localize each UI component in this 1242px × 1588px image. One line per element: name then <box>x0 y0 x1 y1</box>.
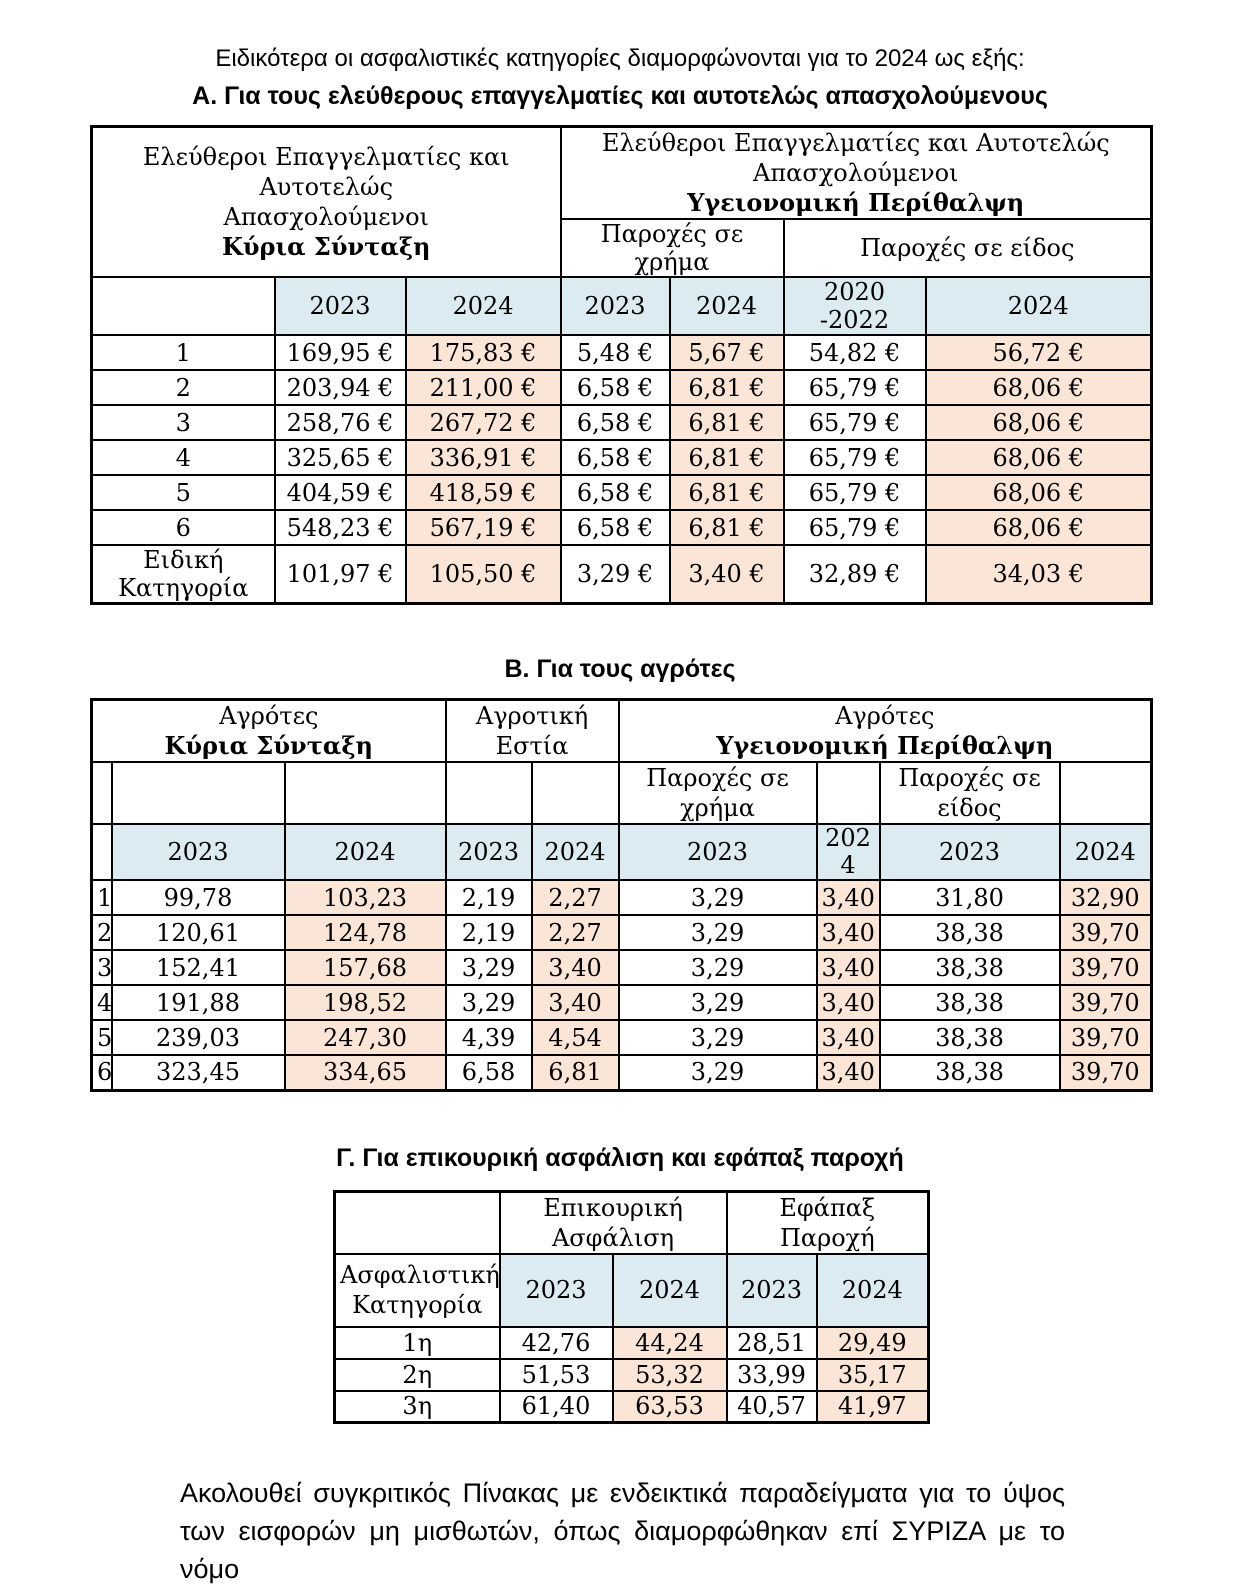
table-c-header-row-1 <box>335 1191 929 1254</box>
empty-cell <box>285 762 446 824</box>
value-2023-cell: 6,58 <box>446 1055 532 1090</box>
category-cell: 3η <box>335 1391 500 1423</box>
table-a-healthcare-header <box>561 127 1152 220</box>
year-header-2023: 2023 <box>275 277 406 335</box>
year-header-2023: 2023 <box>112 824 285 880</box>
value-2023-cell: 3,29 € <box>561 545 670 604</box>
value-2023-cell: 33,99 <box>727 1359 817 1391</box>
table-b-years-row <box>92 824 1152 880</box>
value-2024-cell: 103,23 <box>285 880 446 915</box>
value-2020-2022-cell: 65,79 € <box>784 370 926 405</box>
year-header-2024: 2024 <box>926 277 1152 335</box>
header-line-bold: Υγειονομική Περίθαλψη <box>687 188 1025 217</box>
year-header-2023: 2023 <box>727 1254 817 1327</box>
table-c-row <box>335 1327 929 1359</box>
value-2024-cell: 39,70 <box>1060 1055 1152 1090</box>
value-2024-cell: 68,06 € <box>926 370 1152 405</box>
value-2024-cell: 247,30 <box>285 1020 446 1055</box>
value-2024-cell: 53,32 <box>613 1359 727 1391</box>
value-2023-cell: 152,41 <box>112 950 285 985</box>
table-a-header-row-1 <box>92 127 1152 220</box>
value-2023-cell: 31,80 <box>880 880 1060 915</box>
table-b-header-row-2 <box>92 762 1152 824</box>
category-cell: 3 <box>92 950 112 985</box>
empty-cell <box>92 277 275 335</box>
table-farmers <box>90 698 1153 1092</box>
value-2024-cell: 198,52 <box>285 985 446 1020</box>
value-2024-cell: 68,06 € <box>926 405 1152 440</box>
header-line: Εστία <box>495 732 569 760</box>
header-line: Αγρότες <box>835 702 935 730</box>
value-2023-cell: 38,38 <box>880 915 1060 950</box>
value-2023-cell: 38,38 <box>880 950 1060 985</box>
table-b-benefits-cash-header <box>619 762 817 824</box>
value-2024-cell: 3,40 <box>817 950 880 985</box>
value-2023-cell: 61,40 <box>500 1391 613 1423</box>
value-2023-cell: 6,58 € <box>561 370 670 405</box>
empty-cell <box>112 762 285 824</box>
value-2023-cell: 2,19 <box>446 880 532 915</box>
value-2023-cell: 325,65 € <box>275 440 406 475</box>
year-header-2023: 2023 <box>561 277 670 335</box>
value-2024-cell: 41,97 <box>817 1391 929 1423</box>
table-b-row <box>92 985 1152 1020</box>
value-2023-cell: 3,29 <box>446 985 532 1020</box>
value-2023-cell: 3,29 <box>619 1055 817 1090</box>
value-2024-cell: 35,17 <box>817 1359 929 1391</box>
value-2023-cell: 6,58 € <box>561 405 670 440</box>
header-line: Ελεύθεροι Επαγγελματίες και Αυτοτελώς <box>601 129 1110 157</box>
value-2024-cell: 39,70 <box>1060 1020 1152 1055</box>
year-header-2024: 2024 <box>817 1254 929 1327</box>
header-line: Ασφαλιστική <box>340 1261 500 1289</box>
category-cell: 2 <box>92 915 112 950</box>
value-2023-cell: 239,03 <box>112 1020 285 1055</box>
table-a-years-row <box>92 277 1152 335</box>
value-2024-cell: 6,81 € <box>670 440 784 475</box>
table-free-professionals <box>90 125 1153 605</box>
value-2023-cell: 548,23 € <box>275 510 406 545</box>
header-line: Κατηγορία <box>352 1291 483 1319</box>
value-2023-cell: 120,61 <box>112 915 285 950</box>
value-2024-cell: 3,40 <box>817 880 880 915</box>
value-2024-cell: 267,72 € <box>406 405 561 440</box>
table-c-years-row <box>335 1254 929 1327</box>
table-a-benefits-kind-header: Παροχές σε είδος <box>784 219 1152 277</box>
value-2023-cell: 3,29 <box>619 915 817 950</box>
value-2024-cell: 34,03 € <box>926 545 1152 604</box>
value-2020-2022-cell: 65,79 € <box>784 440 926 475</box>
value-2024-cell: 3,40 <box>817 985 880 1020</box>
footer-paragraph: Ακολουθεί συγκριτικός Πίνακας με ενδεικτικά παραδείγματα για το ύψος των εισφορών μη μισθωτών, όπως διαμορφώθηκαν επί ΣΥΡΙΖΑ με το νόμο <box>180 1478 1065 1584</box>
table-a-row <box>92 370 1152 405</box>
value-2023-cell: 3,29 <box>446 950 532 985</box>
year-header-2024: 2024 <box>817 824 880 880</box>
category-cell: 6 <box>92 1055 112 1090</box>
value-2024-cell: 68,06 € <box>926 510 1152 545</box>
header-line: Παροχές σε <box>898 764 1041 792</box>
value-2023-cell: 203,94 € <box>275 370 406 405</box>
header-line: Ασφάλιση <box>551 1223 675 1252</box>
value-2024-cell: 175,83 € <box>406 335 561 370</box>
value-2024-cell: 68,06 € <box>926 440 1152 475</box>
header-line: Απασχολούμενοι <box>223 203 429 231</box>
value-2023-cell: 4,39 <box>446 1020 532 1055</box>
table-c-category-header <box>335 1254 500 1327</box>
category-cell: 1 <box>92 335 275 370</box>
value-2024-cell: 157,68 <box>285 950 446 985</box>
table-a-main-pension-header <box>92 127 561 278</box>
intro-text: Ειδικότερα οι ασφαλιστικές κατηγορίες διαμορφώνονται για το 2024 ως εξής: <box>215 45 1025 72</box>
table-b-benefits-kind-header <box>880 762 1060 824</box>
value-2024-cell: 63,53 <box>613 1391 727 1423</box>
table-b-row <box>92 950 1152 985</box>
header-line: Παροχή <box>779 1223 875 1252</box>
value-2023-cell: 6,58 € <box>561 475 670 510</box>
year-header-2024: 2024 <box>532 824 619 880</box>
value-2023-cell: 101,97 € <box>275 545 406 604</box>
section-c-title: Γ. Για επικουρική ασφάλιση και εφάπαξ παροχή <box>336 1143 904 1172</box>
value-2023-cell: 404,59 € <box>275 475 406 510</box>
value-2023-cell: 51,53 <box>500 1359 613 1391</box>
value-2024-cell: 211,00 € <box>406 370 561 405</box>
table-a-benefits-cash-header: Παροχές σε χρήμα <box>561 219 784 277</box>
value-2020-2022-cell: 65,79 € <box>784 405 926 440</box>
value-2020-2022-cell: 54,82 € <box>784 335 926 370</box>
value-2023-cell: 28,51 <box>727 1327 817 1359</box>
year-header-2020-2022: 2020 -2022 <box>784 277 926 335</box>
empty-cell <box>335 1191 500 1254</box>
empty-cell <box>1060 762 1152 824</box>
value-2023-cell: 99,78 <box>112 880 285 915</box>
year-header-2024: 2024 <box>670 277 784 335</box>
header-line: χρήμα <box>680 794 755 822</box>
value-2024-cell: 124,78 <box>285 915 446 950</box>
table-a-row <box>92 510 1152 545</box>
value-2023-cell: 6,58 € <box>561 440 670 475</box>
value-2024-cell: 2,27 <box>532 915 619 950</box>
value-2023-cell: 38,38 <box>880 1055 1060 1090</box>
table-b-row <box>92 1020 1152 1055</box>
category-cell: 4 <box>92 985 112 1020</box>
value-2024-cell: 4,54 <box>532 1020 619 1055</box>
empty-cell <box>446 762 532 824</box>
value-2023-cell: 2,19 <box>446 915 532 950</box>
table-b-main-pension-header <box>92 700 446 763</box>
value-2024-cell: 68,06 € <box>926 475 1152 510</box>
value-2023-cell: 5,48 € <box>561 335 670 370</box>
value-2024-cell: 5,67 € <box>670 335 784 370</box>
value-2024-cell: 6,81 € <box>670 475 784 510</box>
header-line: Αγροτική <box>475 702 589 730</box>
value-2024-cell: 44,24 <box>613 1327 727 1359</box>
value-2024-cell: 6,81 € <box>670 370 784 405</box>
table-a-row <box>92 335 1152 370</box>
table-c-epikouriki-header <box>500 1191 727 1254</box>
table-c-efapax-header <box>727 1191 929 1254</box>
category-cell: 3 <box>92 405 275 440</box>
table-b-row <box>92 915 1152 950</box>
category-cell: 2η <box>335 1359 500 1391</box>
value-2023-cell: 42,76 <box>500 1327 613 1359</box>
empty-cell <box>92 824 112 880</box>
value-2023-cell: 3,29 <box>619 1020 817 1055</box>
value-2023-cell: 38,38 <box>880 985 1060 1020</box>
category-cell: Ειδική Κατηγορία <box>92 545 275 604</box>
year-header-2023: 2023 <box>880 824 1060 880</box>
value-2023-cell: 40,57 <box>727 1391 817 1423</box>
table-b-header-row-1 <box>92 700 1152 763</box>
header-line: Απασχολούμενοι <box>753 159 959 187</box>
value-2024-cell: 3,40 € <box>670 545 784 604</box>
value-2023-cell: 3,29 <box>619 985 817 1020</box>
section-a-title: Α. Για τους ελεύθερους επαγγελματίες και αυτοτελώς απασχολούμενους <box>192 82 1048 110</box>
value-2024-cell: 105,50 € <box>406 545 561 604</box>
category-cell: 1 <box>92 880 112 915</box>
table-b-row <box>92 880 1152 915</box>
value-2024-cell: 2,27 <box>532 880 619 915</box>
value-2024-cell: 39,70 <box>1060 950 1152 985</box>
value-2020-2022-cell: 32,89 € <box>784 545 926 604</box>
table-a-row <box>92 440 1152 475</box>
value-2024-cell: 39,70 <box>1060 985 1152 1020</box>
value-2024-cell: 567,19 € <box>406 510 561 545</box>
year-header-2023: 2023 <box>619 824 817 880</box>
header-line-bold: Κύρια Σύνταξη <box>222 232 431 261</box>
value-2024-cell: 3,40 <box>532 985 619 1020</box>
empty-cell <box>817 762 880 824</box>
table-c-row <box>335 1359 929 1391</box>
header-line: Παροχές σε <box>646 764 789 792</box>
year-header-2024: 2024 <box>613 1254 727 1327</box>
table-a-row <box>92 545 1152 604</box>
value-2023-cell: 191,88 <box>112 985 285 1020</box>
value-2024-cell: 3,40 <box>532 950 619 985</box>
value-2024-cell: 6,81 € <box>670 405 784 440</box>
year-header-2024: 2024 <box>406 277 561 335</box>
table-b-healthcare-header <box>619 700 1152 763</box>
category-cell: 2 <box>92 370 275 405</box>
value-2023-cell: 323,45 <box>112 1055 285 1090</box>
header-line: Επικουρική <box>543 1193 683 1222</box>
value-2020-2022-cell: 65,79 € <box>784 475 926 510</box>
value-2024-cell: 29,49 <box>817 1327 929 1359</box>
value-2024-cell: 56,72 € <box>926 335 1152 370</box>
table-supplementary-lumpsum <box>333 1190 930 1425</box>
header-line-bold: Κύρια Σύνταξη <box>164 731 373 760</box>
category-cell: 5 <box>92 475 275 510</box>
header-line: Αγρότες <box>219 702 319 730</box>
year-header-2023: 2023 <box>500 1254 613 1327</box>
table-b-agrotiki-estia-header <box>446 700 619 763</box>
value-2023-cell: 38,38 <box>880 1020 1060 1055</box>
value-2023-cell: 3,29 <box>619 880 817 915</box>
empty-cell <box>92 762 112 824</box>
value-2023-cell: 169,95 € <box>275 335 406 370</box>
header-line-bold: Υγειονομική Περίθαλψη <box>716 731 1054 760</box>
value-2023-cell: 3,29 <box>619 950 817 985</box>
value-2024-cell: 334,65 <box>285 1055 446 1090</box>
table-b-row <box>92 1055 1152 1090</box>
value-2024-cell: 6,81 € <box>670 510 784 545</box>
header-line: Εφάπαξ <box>779 1193 876 1222</box>
category-cell: 1η <box>335 1327 500 1359</box>
value-2020-2022-cell: 65,79 € <box>784 510 926 545</box>
value-2024-cell: 39,70 <box>1060 915 1152 950</box>
value-2023-cell: 6,58 € <box>561 510 670 545</box>
year-header-2023: 2023 <box>446 824 532 880</box>
value-2024-cell: 3,40 <box>817 915 880 950</box>
category-cell: 4 <box>92 440 275 475</box>
table-a-row <box>92 405 1152 440</box>
value-2024-cell: 418,59 € <box>406 475 561 510</box>
value-2024-cell: 6,81 <box>532 1055 619 1090</box>
value-2023-cell: 258,76 € <box>275 405 406 440</box>
category-cell: 5 <box>92 1020 112 1055</box>
value-2024-cell: 3,40 <box>817 1055 880 1090</box>
header-line: είδος <box>937 794 1002 822</box>
value-2024-cell: 336,91 € <box>406 440 561 475</box>
year-header-2024: 2024 <box>1060 824 1152 880</box>
year-header-2024: 2024 <box>285 824 446 880</box>
category-cell: 6 <box>92 510 275 545</box>
section-b-title: Β. Για τους αγρότες <box>504 655 736 683</box>
empty-cell <box>532 762 619 824</box>
value-2024-cell: 32,90 <box>1060 880 1152 915</box>
table-a-row <box>92 475 1152 510</box>
table-c-row <box>335 1391 929 1423</box>
value-2024-cell: 3,40 <box>817 1020 880 1055</box>
header-line: Ελεύθεροι Επαγγελματίες και Αυτοτελώς <box>142 143 510 201</box>
